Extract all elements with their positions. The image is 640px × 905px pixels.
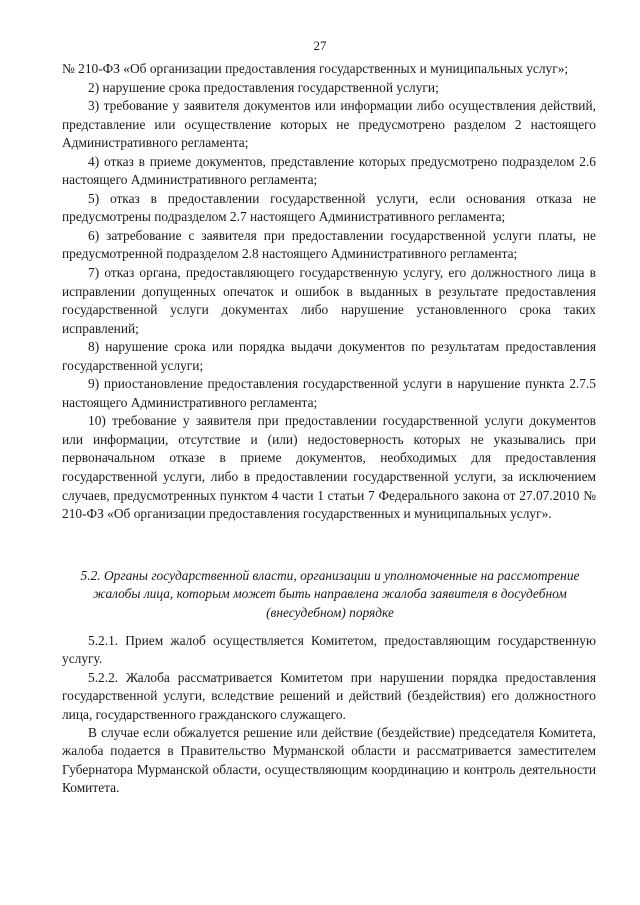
list-item-4: 4) отказ в приеме документов, представление которых предусмотрено подразделом 2.6 настоящего Административного регламента; [62,153,596,188]
section-heading: 5.2. Органы государственной власти, организации и уполномоченные на рассмотрение жалобы лица, которым может быть направлена жалоба заявителя в досудебном (внесудебном) порядке [80,568,580,620]
section-body [62,632,596,798]
paragraph-continuation: № 210-ФЗ «Об организации предоставления государственных и муниципальных услуг»; [62,61,569,76]
list-item-10: 10) требование у заявителя при предоставлении государственной услуги документов или информации, отсутствие и (или) недостоверность которых не указывались при первоначальном отказе в приеме документов, необходимых для предоставления государственной услуги, либо в предоставлении государственной услуги, за исключением случаев, предусмотренных пунктом 4 части 1 статьи 7 Федерального закона от 27.07.2010 № 210-ФЗ «Об организации предоставления государственных и муниципальных услуг». [62,413,596,522]
list-item-5: 5) отказ в предоставлении государственной услуги, если основания отказа не предусмотрены подразделом 2.7 настоящего Административного регламента; [62,190,596,225]
paragraph-5-2-2: 5.2.2. Жалоба рассматривается Комитетом при нарушении порядка предоставления государственной услуги, вследствие решений и действий (бездействия) его должностного лица, государственного гражданского служащего. [62,669,596,722]
list-item-2: 2) нарушение срока предоставления государственной услуги; [88,79,439,95]
list-item-8: 8) нарушение срока или порядка выдачи документов по результатам предоставления государственной услуги; [62,339,596,373]
list-item-3: 3) требование у заявителя документов или информации либо осуществления действий, представление или осуществление которых не предусмотрено разделом 2 настоящего Административного регламента; [62,98,596,151]
document-body [62,60,596,524]
paragraph-5-2-1: 5.2.1. Прием жалоб осуществляется Комитетом, предоставляющим государственную услугу. [62,633,596,667]
list-item-7: 7) отказ органа, предоставляющего государственную услугу, его должностного лица в исправлении допущенных опечаток и ошибок в выданных в результате предоставления государственной услуги документах либо нарушение установленного срока таких исправлений; [62,265,596,336]
list-item-9: 9) приостановление предоставления государственной услуги в нарушение пункта 2.7.5 настоящего Административного регламента; [62,376,596,410]
paragraph-chairman-complaint: В случае если обжалуется решение или действие (бездействие) председателя Комитета, жалоба подается в Правительство Мурманской области и рассматривается заместителем Губернатора Мурманской области, осуществляющим координацию и контроль деятельности Комитета. [62,725,596,796]
page-number: 27 [313,38,327,53]
list-item-6: 6) затребование с заявителя при предоставлении государственной услуги платы, не предусмотренной подразделом 2.8 настоящего Административного регламента; [62,227,596,262]
